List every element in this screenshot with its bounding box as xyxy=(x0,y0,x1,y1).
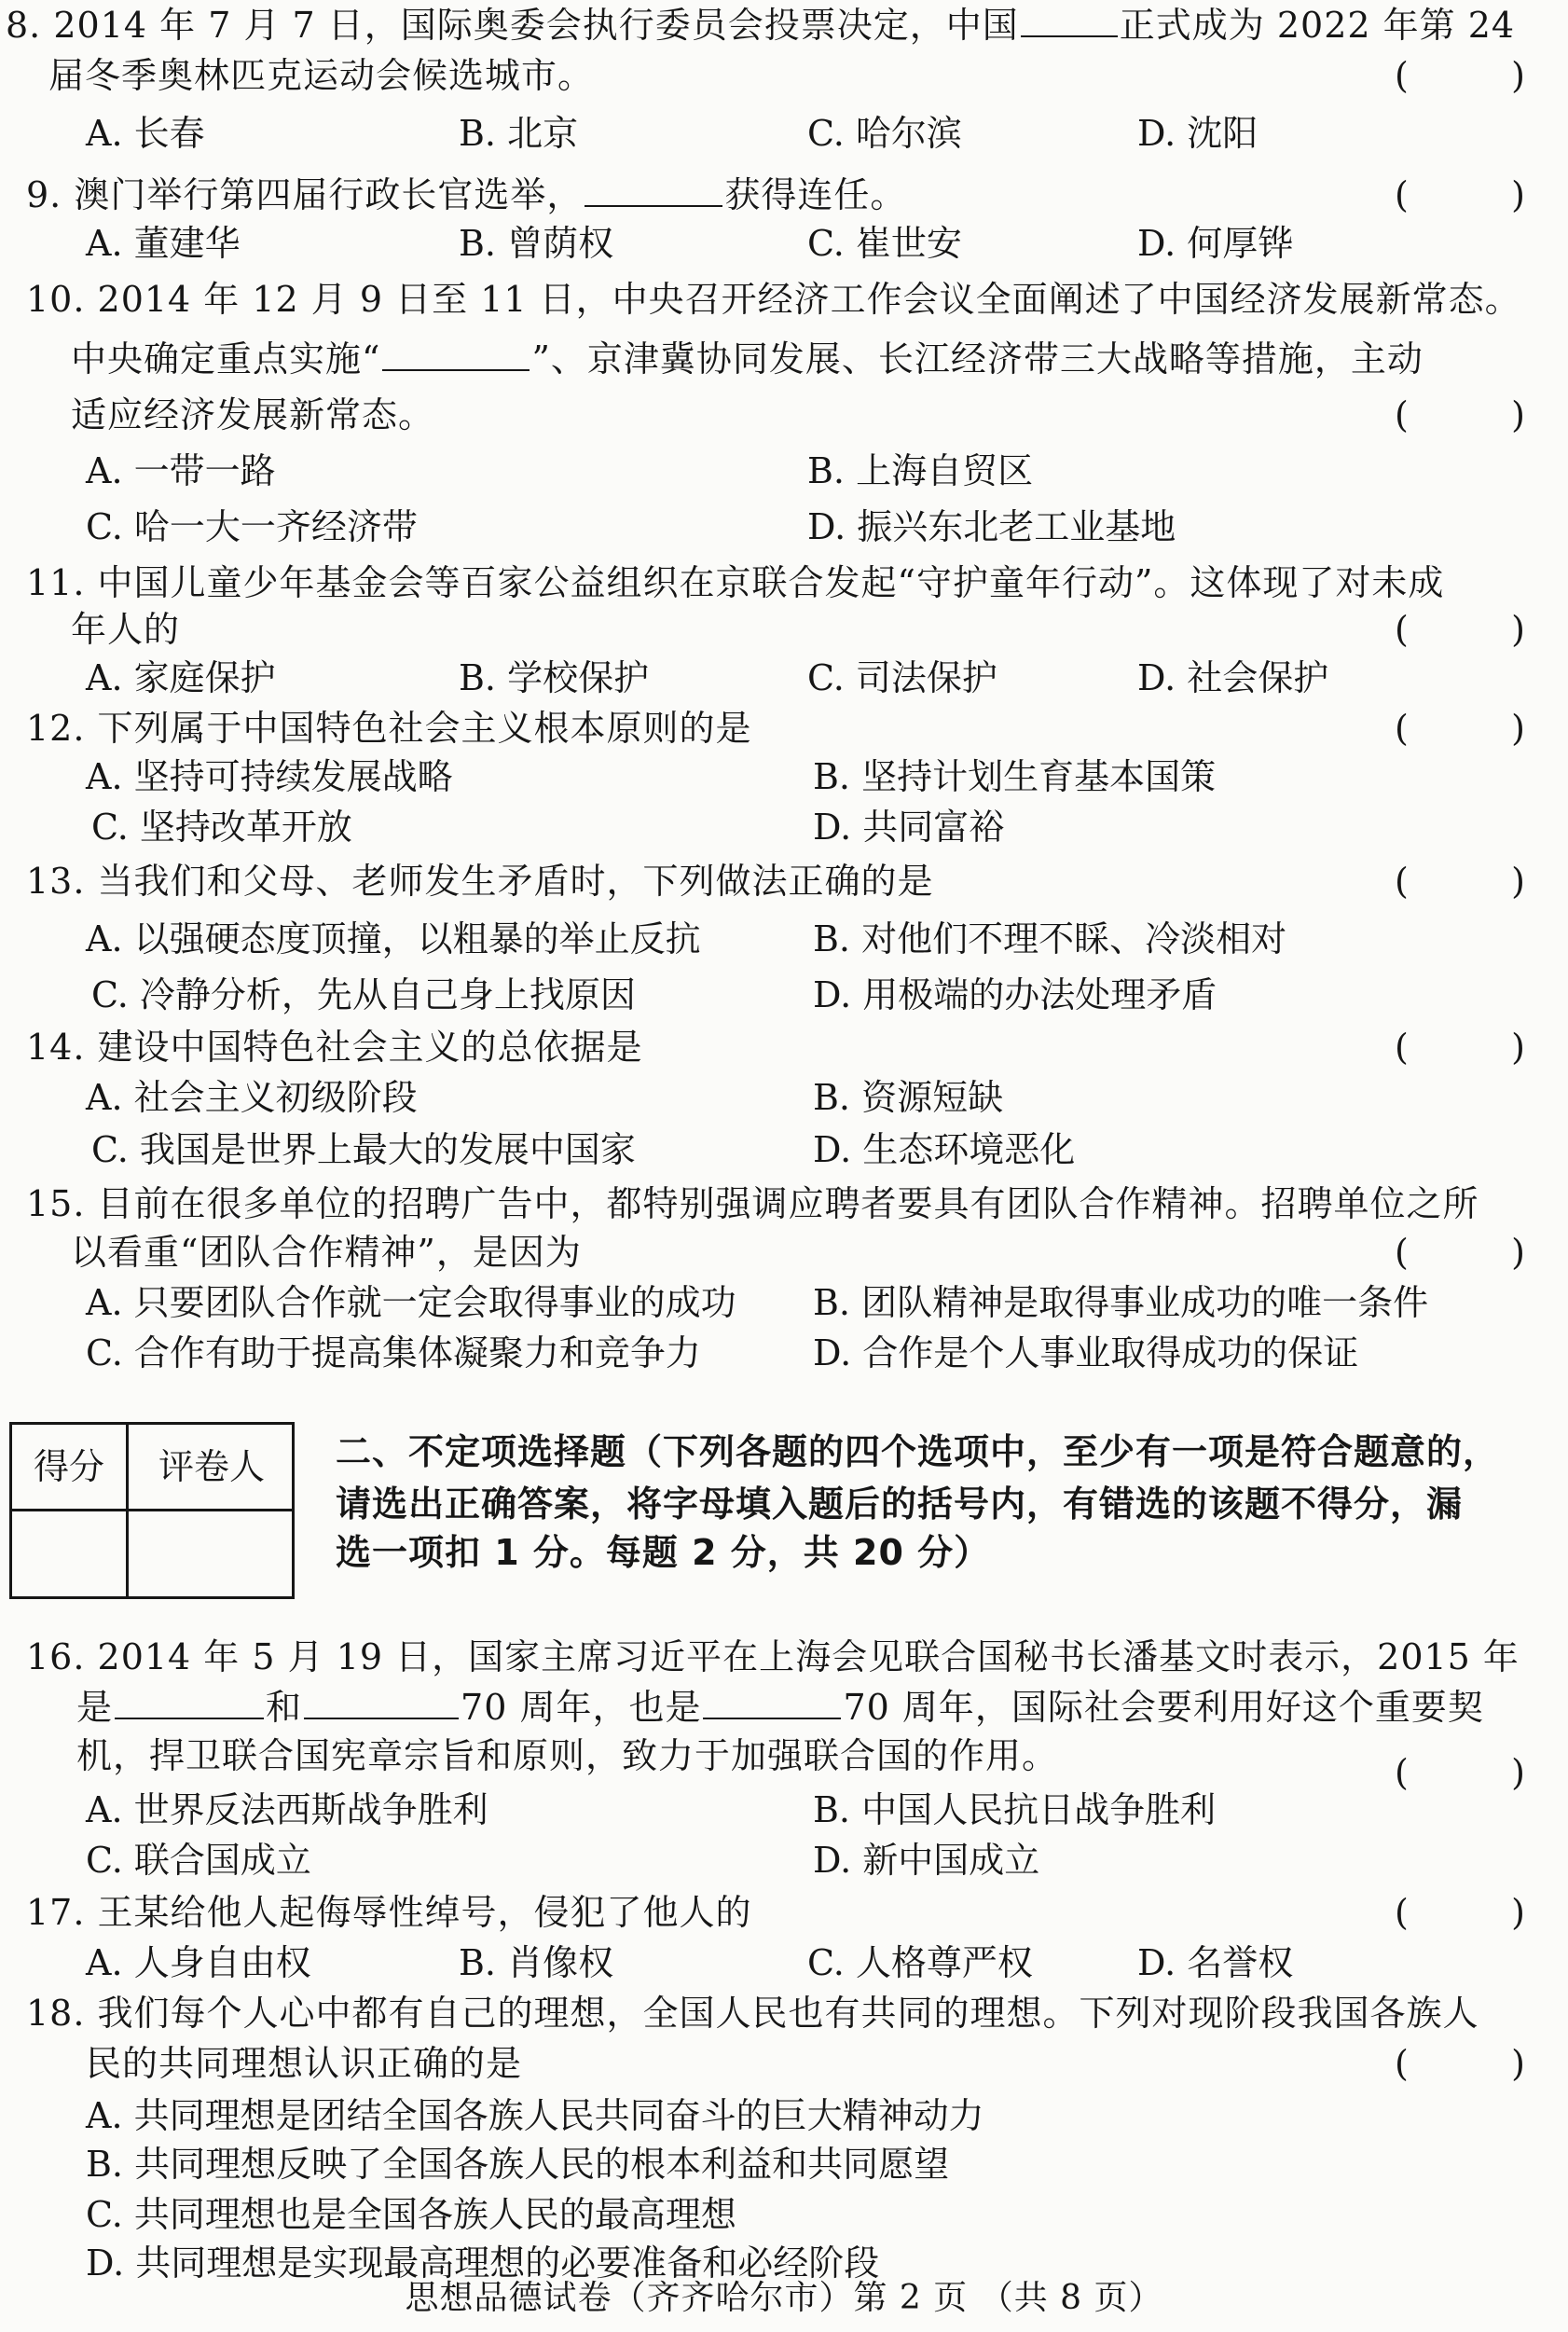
answer-blank xyxy=(703,1686,841,1719)
question-16-line-2: 是 和 70 周年，也是 70 周年，国际社会要利用好这个重要契 xyxy=(76,1687,1484,1728)
question-13-line-1: 13. 当我们和父母、老师发生矛盾时，下列做法正确的是 xyxy=(26,861,934,902)
section-2-line-1: 二、不定项选择题（下列各题的四个选项中，至少有一项是符合题意的， xyxy=(336,1431,1500,1472)
option-c: C. 我国是世界上最大的发展中国家 xyxy=(91,1129,636,1170)
question-15-line-2: 以看重“团队合作精神”，是因为 xyxy=(71,1232,582,1273)
question-10-line-1: 10. 2014 年 12 月 9 日至 11 日，中央召开经济工作会议全面阐述了中国经济发展新常态。 xyxy=(26,279,1521,320)
option-d: D. 沈阳 xyxy=(1137,113,1259,154)
option-c: C. 人格尊严权 xyxy=(807,1942,1033,1983)
option-a: A. 长春 xyxy=(86,113,205,154)
question-8-line-1: 8. 2014 年 7 月 7 日，国际奥委会执行委员会投票决定，中国 正式成为 2022 年第 24 xyxy=(6,5,1516,46)
option-b: B. 共同理想反映了全国各族人民的根本利益和共同愿望 xyxy=(86,2144,950,2185)
exam-page: 8. 2014 年 7 月 7 日，国际奥委会执行委员会投票决定，中国 正式成为 2022 年第 24 届冬季奥林匹克运动会候选城市。 ( ) A. 长春 B. 北京 C. 哈尔滨 D. 沈阳 9. 澳门举行第四届行政长官选举， 获得连任。 ( ) A. 董建华 B. 曾荫权 C. 崔世安 D. 何厚铧 10. 2014 年 12 月 9 日至 11 日，中央召开经济工作会议全面阐述了中国经济发展新常态。 中央确定重点实施“ ”、京津冀协同发展、长江经济带三大战略等措施，主动 适应经济发展新常态。 ( ) A. 一带一路 B. 上海自贸区 C. 哈一大一齐经济带 D. 振兴东北老工业基地 11. 中国儿童少年基金会等百家公益组织在京联合发起“守护童年行动”。这体现了对未成 年人的 ( ) A. 家庭保护 B. 学校保护 C. 司法保护 D. 社会保护 12. 下列属于中国特色社会主义根本原则的是 ( ) A. 坚持可持续发展战略 B. 坚持计划生育基本国策 C. 坚持改革开放 D. 共同富裕 13. 当我们和父母、老师发生矛盾时，下列做法正确的是 ( ) A. 以强硬态度顶撞，以粗暴的举止反抗 B. 对他们不理不睬、冷淡相对 C. 冷静分析，先从自己身上找原因 D. 用极端的办法处理矛盾 14. 建设中国特色社会主义的总依据是 ( ) A. 社会主义初级阶段 B. 资源短缺 C. 我国是世界上最大的发展中国家 D. 生态环境恶化 15. 目前在很多单位的招聘广告中，都特别强调应聘者要具有团队合作精神。招聘单位之所 以看重“团队合作精神”，是因为 ( ) A. 只要团队合作就一定会取得事业的成功 B. 团队精神是取得事业成功的唯一条件 C. 合作有助于提高集体凝聚力和竞争力 D. 合作是个人事业取得成功的保证 得分 评卷人 二、不定项选择题（下列各题的四个选项中，至少有一项是符合题意的， 请选出正确答案，将字母填入题后的括号内，有错选的该题不得分，漏 选一项扣 1 分。每题 2 分，共 20 分） 16. 2014 年 5 月 19 日，国家主席习近平在上海会见联合国秘书长潘基文时表示，2015 年 是 和 70 周年，也是 70 周年，国际社会要利用好这个重要契 机，捍卫联合国宪章宗旨和原则，致力于加强联合国的作用。 ( ) A. 世界反法西斯战争胜利 B. 中国人民抗日战争胜利 C. 联合国成立 D. 新中国成立 17. 王某给他人起侮辱性绰号，侵犯了他人的 ( ) A. 人身自由权 B. 肖像权 C. 人格尊严权 D. 名誉权 18. 我们每个人心中都有自己的理想，全国人民也有共同的理想。下列对现阶段我国各族人 民的共同理想认识正确的是 ( ) A. 共同理想是团结全国各族人民共同奋斗的巨大精神动力 B. 共同理想反映了全国各族人民的根本利益和共同愿望 C. 共同理想也是全国各族人民的最高理想 D. 共同理想是实现最高理想的必要准备和必经阶段 思想品德试卷（齐齐哈尔市）第 2 页 （共 8 页） xyxy=(0,0,1568,2332)
option-a: A. 以强硬态度顶撞，以粗暴的举止反抗 xyxy=(86,918,701,959)
option-b: B. 资源短缺 xyxy=(813,1077,1004,1118)
option-c: C. 联合国成立 xyxy=(86,1840,311,1881)
question-11-line-1: 11. 中国儿童少年基金会等百家公益组织在京联合发起“守护童年行动”。这体现了对未成 xyxy=(26,562,1445,603)
answer-blank xyxy=(1021,4,1118,37)
option-d: D. 合作是个人事业取得成功的保证 xyxy=(813,1332,1359,1373)
section-2-line-2: 请选出正确答案，将字母填入题后的括号内，有错选的该题不得分，漏 xyxy=(336,1483,1464,1525)
answer-blank xyxy=(382,338,530,371)
question-16-line-3: 机，捍卫联合国宪章宗旨和原则，致力于加强联合国的作用。 xyxy=(76,1735,1059,1776)
question-14-line-1: 14. 建设中国特色社会主义的总依据是 xyxy=(26,1027,643,1068)
option-c: C. 合作有助于提高集体凝聚力和竞争力 xyxy=(86,1332,701,1373)
question-17-line-1: 17. 王某给他人起侮辱性绰号，侵犯了他人的 xyxy=(26,1892,752,1933)
grader-header: 评卷人 xyxy=(158,1446,265,1487)
score-table xyxy=(9,1422,295,1599)
option-b: B. 中国人民抗日战争胜利 xyxy=(813,1789,1217,1830)
table-divider xyxy=(12,1509,292,1511)
option-d: D. 新中国成立 xyxy=(813,1840,1040,1881)
question-18-line-2: 民的共同理想认识正确的是 xyxy=(86,2043,523,2084)
option-b: B. 团队精神是取得事业成功的唯一条件 xyxy=(813,1282,1429,1323)
question-12-line-1: 12. 下列属于中国特色社会主义根本原则的是 xyxy=(26,708,752,749)
answer-blank xyxy=(585,173,722,207)
option-c: C. 哈一大一齐经济带 xyxy=(86,506,418,547)
question-9-line-1: 9. 澳门举行第四届行政长官选举， 获得连任。 xyxy=(26,174,907,215)
option-d: D. 社会保护 xyxy=(1137,657,1329,698)
question-15-line-1: 15. 目前在很多单位的招聘广告中，都特别强调应聘者要具有团队合作精神。招聘单位之所 xyxy=(26,1183,1479,1224)
option-d: D. 何厚铧 xyxy=(1137,223,1294,264)
option-d: D. 生态环境恶化 xyxy=(813,1129,1076,1170)
option-a: A. 家庭保护 xyxy=(86,657,276,698)
option-d: D. 振兴东北老工业基地 xyxy=(807,506,1176,547)
answer-blank xyxy=(115,1686,264,1719)
option-a: A. 共同理想是团结全国各族人民共同奋斗的巨大精神动力 xyxy=(86,2095,984,2136)
option-c: C. 崔世安 xyxy=(807,223,962,264)
option-a: A. 只要团队合作就一定会取得事业的成功 xyxy=(86,1282,736,1323)
question-10-line-2: 中央确定重点实施“ ”、京津冀协同发展、长江经济带三大战略等措施，主动 xyxy=(71,338,1424,379)
option-d: D. 名誉权 xyxy=(1137,1942,1294,1983)
option-a: A. 人身自由权 xyxy=(86,1942,311,1983)
option-a: A. 坚持可持续发展战略 xyxy=(86,756,453,797)
option-a: A. 一带一路 xyxy=(86,450,276,491)
question-18-line-1: 18. 我们每个人心中都有自己的理想，全国人民也有共同的理想。下列对现阶段我国各族人 xyxy=(26,1993,1479,2034)
section-2-line-3: 选一项扣 1 分。每题 2 分，共 20 分） xyxy=(336,1532,991,1573)
option-b: B. 曾荫权 xyxy=(459,223,614,264)
option-b: B. 坚持计划生育基本国策 xyxy=(813,756,1217,797)
page-footer: 思想品德试卷（齐齐哈尔市）第 2 页 （共 8 页） xyxy=(405,2279,1163,2317)
option-c: C. 司法保护 xyxy=(807,657,997,698)
option-c: C. 冷静分析，先从自己身上找原因 xyxy=(91,974,636,1015)
score-header: 得分 xyxy=(33,1446,104,1487)
option-a: A. 世界反法西斯战争胜利 xyxy=(86,1789,488,1830)
option-d: D. 共同富裕 xyxy=(813,807,1005,848)
option-a: A. 董建华 xyxy=(86,223,241,264)
option-b: B. 学校保护 xyxy=(459,657,650,698)
option-b: B. 肖像权 xyxy=(459,1942,614,1983)
question-8-line-2: 届冬季奥林匹克运动会候选城市。 xyxy=(48,55,595,96)
option-b: B. 对他们不理不睬、冷淡相对 xyxy=(813,918,1287,959)
answer-blank xyxy=(304,1686,459,1719)
option-c: C. 共同理想也是全国各族人民的最高理想 xyxy=(86,2194,736,2235)
option-c: C. 哈尔滨 xyxy=(807,113,962,154)
option-b: B. 上海自贸区 xyxy=(807,450,1034,491)
question-10-line-3: 适应经济发展新常态。 xyxy=(71,394,435,435)
option-b: B. 北京 xyxy=(459,113,579,154)
question-16-line-1: 16. 2014 年 5 月 19 日，国家主席习近平在上海会见联合国秘书长潘基文时表示，2015 年 xyxy=(26,1636,1520,1677)
option-d: D. 共同理想是实现最高理想的必要准备和必经阶段 xyxy=(86,2242,880,2284)
question-11-line-2: 年人的 xyxy=(71,609,181,650)
option-d: D. 用极端的办法处理矛盾 xyxy=(813,974,1217,1015)
option-a: A. 社会主义初级阶段 xyxy=(86,1077,418,1118)
option-c: C. 坚持改革开放 xyxy=(91,807,352,848)
